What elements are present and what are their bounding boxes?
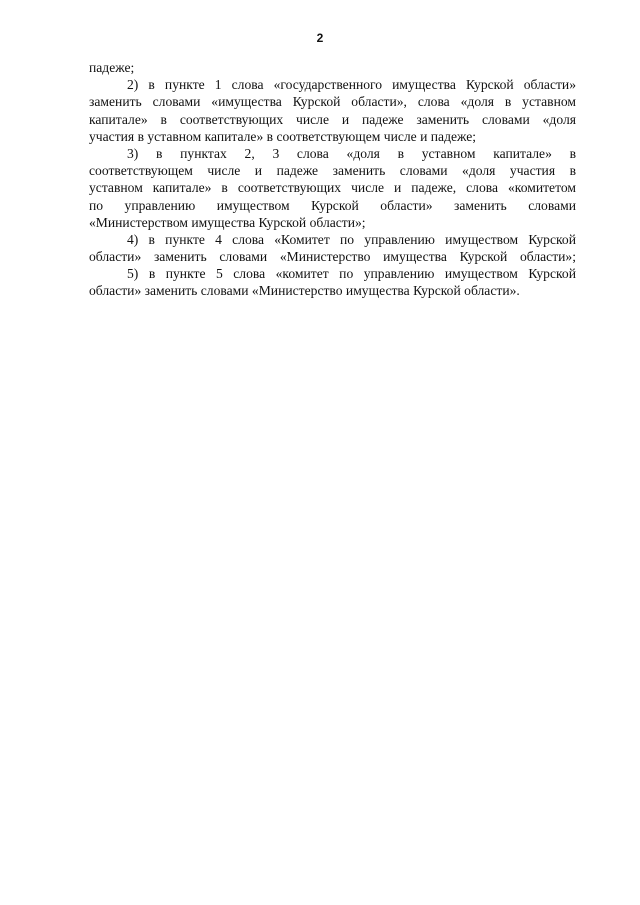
text-line: капитале» в соответствующих числе и падеже заменить словами «доля — [89, 111, 576, 127]
page-number: 2 — [316, 31, 324, 45]
text-line: области» заменить словами «Министерство имущества Курской области». — [89, 283, 520, 299]
text-line: 4) в пункте 4 слова «Комитет по управлению имуществом Курской — [127, 231, 576, 247]
text-line: уставном капитале» в соответствующих числе и падеже, слова «комитетом — [89, 180, 576, 196]
text-line: соответствующем числе и падеже заменить словами «доля участия в — [89, 163, 576, 179]
text-line: заменить словами «имущества Курской области», слова «доля в уставном — [89, 94, 576, 110]
text-line: «Министерством имущества Курской области»; — [89, 214, 366, 230]
document-body — [89, 59, 576, 300]
text-line: области» заменить словами «Министерство имущества Курской области»; — [89, 249, 576, 265]
text-line: 3) в пунктах 2, 3 слова «доля в уставном капитале» в — [127, 145, 576, 161]
text-line: по управлению имуществом Курской области» заменить словами — [89, 197, 576, 213]
text-line: падеже; — [89, 60, 135, 75]
text-line: 2) в пункте 1 слова «государственного имущества Курской области» — [127, 77, 576, 93]
text-line: 5) в пункте 5 слова «комитет по управлению имуществом Курской — [127, 266, 576, 282]
text-line: участия в уставном капитале» в соответствующем числе и падеже; — [89, 128, 477, 144]
